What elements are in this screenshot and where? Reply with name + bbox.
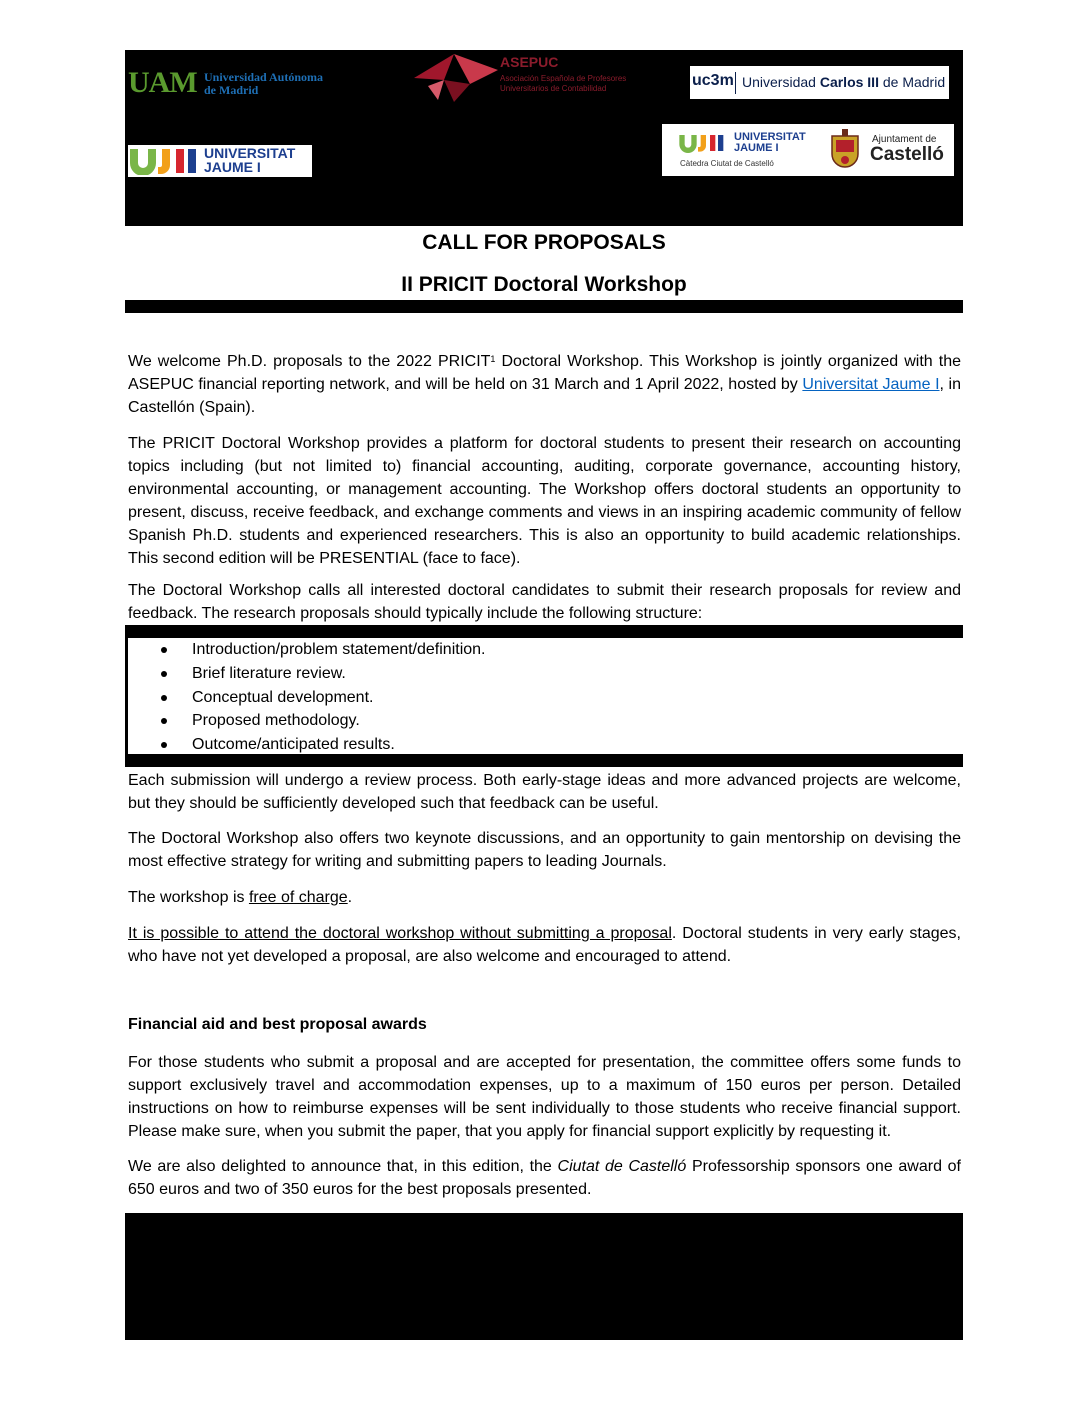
- uam-mark: UAM: [128, 66, 197, 99]
- uji-line-2: JAUME I: [204, 159, 261, 175]
- uji-logo: [128, 145, 312, 177]
- page-title: CALL FOR PROPOSALS: [422, 231, 666, 254]
- awards-post: Professorship sponsors one award of 650 euros and two of 350 euros for the best proposals presented.: [128, 1158, 961, 1198]
- uc3m-mark: uc3m: [692, 72, 734, 89]
- catedra-uji-2: JAUME I: [734, 142, 779, 154]
- review-paragraph: Each submission will undergo a review process. Both early-stage ideas and more advanced projects are welcome, but they should be sufficiently developed such that feedback can be useful.: [128, 772, 961, 812]
- uc3m-name-pre: Universidad: [742, 74, 820, 90]
- footnote-mark: 1: [490, 354, 496, 364]
- intro-text-1: We welcome Ph.D. proposals to the 2022 PRICIT: [128, 353, 491, 370]
- list-item: Brief literature review.: [128, 662, 963, 686]
- uc3m-name-post: de Madrid: [878, 74, 946, 90]
- awards-italic: Ciutat de Castelló: [557, 1158, 687, 1175]
- ajuntament-line-1: Ajuntament de: [872, 134, 937, 145]
- awards-pre: We are also delighted to announce that, in this edition, the: [128, 1158, 558, 1175]
- asepuc-logo: [414, 50, 639, 102]
- uam-logo: [128, 66, 340, 100]
- list-item: Conceptual development.: [128, 686, 963, 710]
- free-paragraph: [128, 886, 961, 909]
- asepuc-sub-2: Universitarios de Contabilidad: [500, 84, 607, 93]
- list-item: Proposed methodology.: [128, 709, 963, 733]
- platform-paragraph: The PRICIT Doctoral Workshop provides a platform for doctoral students to present their research on accounting topics including (but not limited to) financial accounting, auditing, corporate governance, accounting history, environmental accounting, or management accounting. The Workshop offers doctoral students an opportunity to present, discuss, receive feedback, and exchange comments and views in an inspiring academic community of fellow Spanish Ph.D. students and experienced researchers. This is also an opportunity to build academic relationships. This second edition will be PRESENTIAL (face to face).: [128, 435, 961, 567]
- title-rule: [125, 300, 963, 313]
- uji-line-1: UNIVERSITAT: [204, 145, 296, 161]
- structure-list: [128, 638, 963, 754]
- free-underlined: free of charge: [248, 889, 348, 906]
- uam-name-1: Universidad Autónoma: [204, 70, 324, 84]
- catedra-uji-1: UNIVERSITAT: [734, 131, 806, 143]
- list-item: Outcome/anticipated results.: [128, 733, 963, 757]
- page-subtitle: II PRICIT Doctoral Workshop: [401, 273, 687, 296]
- intro-text-2: Doctoral Workshop. This Workshop is jointly organized with the ASEPUC financial reporting network, and will be held on 31 March and 1 April 2022, hosted by: [128, 353, 961, 393]
- catedra-sub: Càtedra Ciutat de Castelló: [680, 159, 774, 168]
- uji-link[interactable]: Universitat Jaume I: [802, 376, 940, 393]
- financial-heading: Financial aid and best proposal awards: [128, 1016, 427, 1033]
- uji-catedra-mark-icon: [678, 133, 726, 153]
- uc3m-logo: [690, 66, 949, 99]
- intro-paragraph: [128, 350, 961, 419]
- calls-paragraph: The Doctoral Workshop calls all interested doctoral candidates to submit their research proposals for review and feedback. The research proposals should typically include the following structure:: [128, 582, 961, 622]
- catedra-logo: [662, 124, 954, 176]
- free-pre: The workshop is: [128, 889, 249, 906]
- uji-mark-icon: [128, 147, 200, 175]
- asepuc-sub-1: Asociación Española de Profesores: [500, 74, 627, 83]
- ajuntament-line-2: Castelló: [870, 144, 944, 165]
- uam-name-2: de Madrid: [204, 83, 259, 97]
- asepuc-emblem-icon: [414, 50, 498, 102]
- asepuc-title: ASEPUC: [500, 54, 559, 70]
- footer-band: [125, 1213, 963, 1340]
- financial-paragraph-1: For those students who submit a proposal and are accepted for presentation, the committee offers some funds to support exclusively travel and accommodation expenses, up to a maximum of 150 euros per person. Detailed instructions on how to reimburse expenses will be sent individually to those students who receive financial support. Please make sure, when you submit the paper, that you apply for financial support explicitly by requesting it.: [128, 1054, 961, 1140]
- uc3m-divider: [735, 72, 736, 94]
- free-post: .: [347, 889, 353, 906]
- attend-underlined: It is possible to attend the doctoral workshop without submitting a proposal: [128, 925, 672, 942]
- uc3m-name-bold: Carlos III: [819, 74, 879, 90]
- castello-coat-of-arms-icon: [828, 128, 862, 172]
- intro-text-3: , in Castellón (Spain).: [128, 376, 962, 416]
- attend-post: . Doctoral students in very early stages, who have not yet developed a proposal, are also welcome and encouraged to attend.: [128, 925, 962, 965]
- financial-paragraph-2: [128, 1155, 961, 1201]
- uc3m-name: [742, 74, 945, 90]
- list-item: Introduction/problem statement/definition.: [128, 638, 963, 662]
- attend-paragraph: [128, 922, 961, 968]
- keynote-paragraph: The Doctoral Workshop also offers two keynote discussions, and an opportunity to gain mentorship on devising the most effective strategy for writing and submitting papers to leading Journals.: [128, 830, 961, 870]
